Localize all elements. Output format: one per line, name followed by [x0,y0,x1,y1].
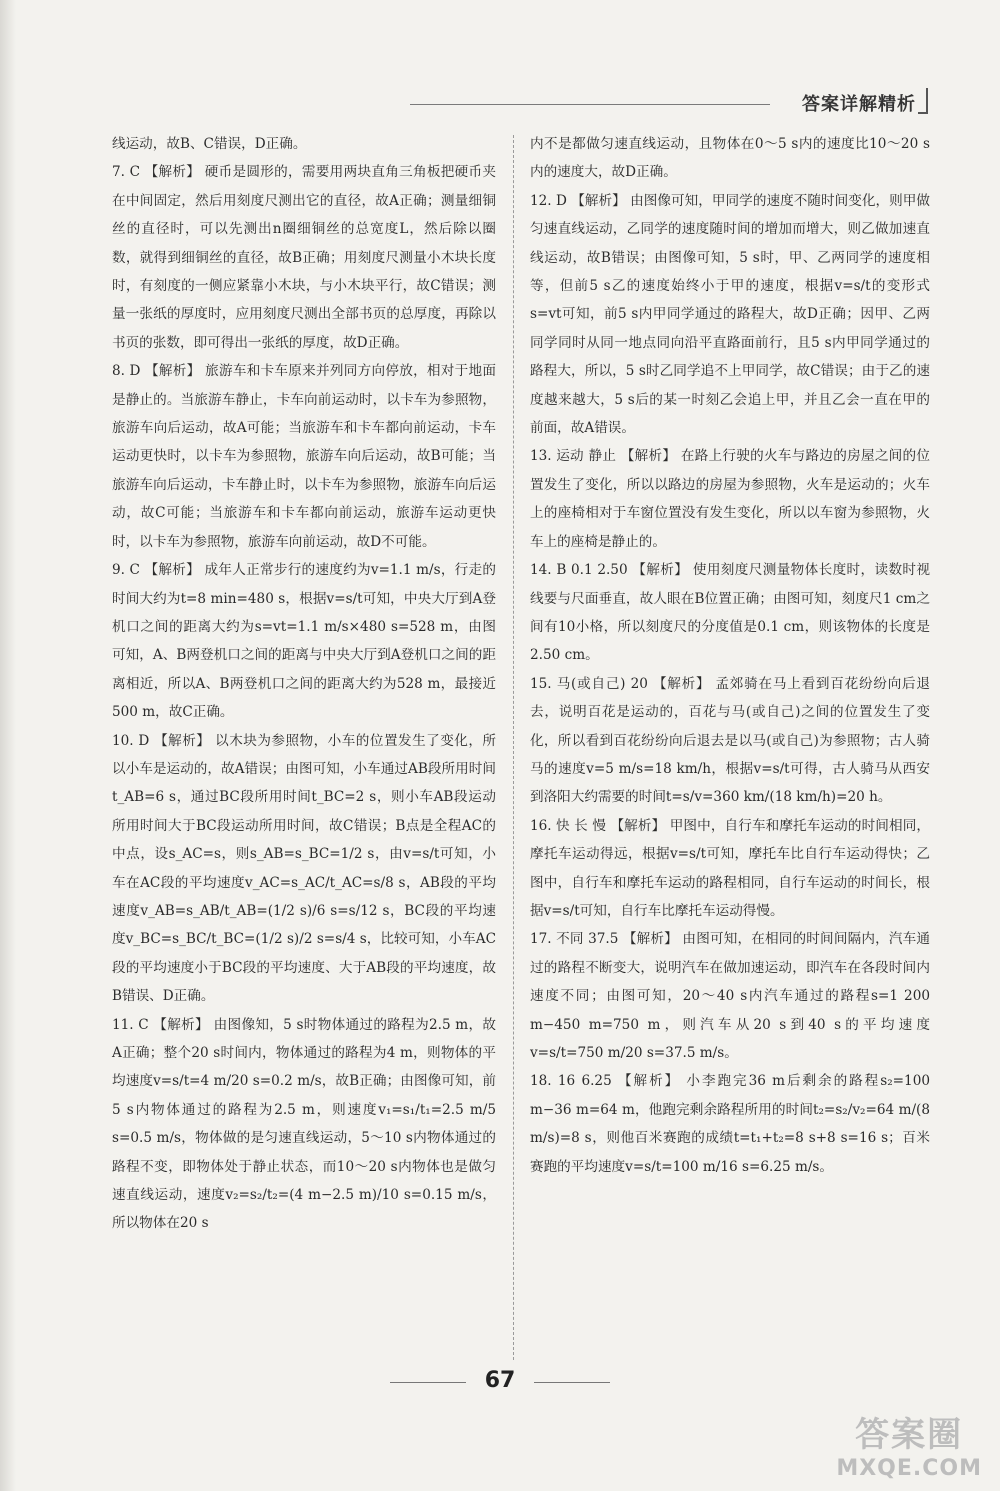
page-edge-shadow [0,0,16,1491]
answer-10: 10. D 【解析】 以木块为参照物，小车的位置发生了变化，所以小车是运动的，故A错误；由图可知，小车通过AB段所用时间t_AB=6 s，通过BC段所用时间t_BC=2 s，则小车AB段运动所用时间大于BC段运动所用时间，故C错误；B点是全程AC的中点，设s_AC=s，则s_AB=s_BC=1/2 s，由v=s/t可知，小车在AC段的平均速度v_AC=s_AC/t_AC=s/8 s，AB段的平均速度v_AB=s_AB/t_AB=(1/2 s)/6 s=s/12 s，BC段的平均速度v_BC=s_BC/t_BC=(1/2 s)/2 s=s/4 s，比较可知，小车AC段的平均速度小于BC段的平均速度、大于AB段的平均速度，故B错误、D正确。 [112,732,496,1005]
header-bracket [918,88,928,114]
footer-rule-right [534,1382,610,1383]
answer-13: 13. 运动 静止 【解析】 在路上行驶的火车与路边的房屋之间的位置发生了变化，所以以路边的房屋为参照物，火车是运动的；火车上的座椅相对于车窗位置没有发生变化，所以以车窗为参照物，火车上的座椅是静止的。 [530,448,930,550]
column-divider [513,135,514,1360]
answer-11: 11. C 【解析】 由图像知，5 s时物体通过的路程为2.5 m，故A正确；整个20 s时间内，物体通过的路程为4 m，则物体的平均速度v=s/t=4 m/20 s=0.2 m/s，故B正确；由图像可知，前5 s内物体通过的路程为2.5 m，则速度v₁=s₁/t₁=2.5 m/5 s=0.5 m/s，物体做的是匀速直线运动，5～10 s内物体通过的路程不变，即物体处于静止状态，而10～20 s内物体也是做匀速直线运动，速度v₂=s₂/t₂=(4 m−2.5 m)/10 s=0.15 m/s，所以物体在20 s [112,1016,496,1232]
answer-continuation: 线运动，故B、C错误，D正确。 [112,136,307,152]
answer-15: 15. 马(或自己) 20 【解析】 孟郊骑在马上看到百花纷纷向后退去，说明百花是运动的，百花与马(或自己)之间的位置发生了变化，所以看到百花纷纷向后退去是以马(或自己)为参照物；古人骑马的速度v=5 m/s=18 km/h，根据v=s/t可得，古人骑马从西安到洛阳大约需要的时间t=s/v=360 km/(18 km/h)=20 h。 [530,675,930,806]
page-number: 67 [484,1368,516,1393]
header-title: 答案详解精析 [802,94,916,115]
answer-12: 12. D 【解析】 由图像可知，甲同学的速度不随时间变化，则甲做匀速直线运动，乙同学的速度随时间的增加而增大，则乙做加速直线运动，故B错误；由图像可知，5 s时，甲、乙两同学的速度相等，但前5 s乙的速度始终小于甲的速度，根据v=s/t的变形式s=vt可知，前5 s内甲同学通过的路程大，故D正确；因甲、乙两同学同时从同一地点同向沿平直路面前行，且5 s内甲同学通过的路程大，所以，5 s时乙同学追不上甲同学，故C错误；由于乙的速度越来越大，5 s后的某一时刻乙会追上甲，并且乙会一直在甲的前面，故A错误。 [530,192,930,437]
answer-8: 8. D 【解析】 旅游车和卡车原来并列同方向停放，相对于地面是静止的。当旅游车静止，卡车向前运动时，以卡车为参照物，旅游车向后运动，故A可能；当旅游车和卡车都向前运动，卡车运动更快时，以卡车为参照物，旅游车向后运动，故B可能；当旅游车向后运动，卡车静止时，以卡车为参照物，旅游车向后运动，故C可能；当旅游车和卡车都向前运动，旅游车运动更快时，以卡车为参照物，旅游车向前运动，故D不可能。 [112,363,496,550]
right-column [530,130,930,1181]
answer-14: 14. B 0.1 2.50 【解析】 使用刻度尺测量物体长度时，读数时视线要与尺面垂直，故人眼在B位置正确；由图可知，刻度尺1 cm之间有10小格，所以刻度尺的分度值是0.1 cm，则该物体的长度是2.50 cm。 [530,562,930,664]
page-header [410,88,930,118]
answer-9: 9. C 【解析】 成年人正常步行的速度约为v=1.1 m/s，行走的时间大约为t=8 min=480 s，根据v=s/t可知，中央大厅到A登机口之间的距离大约为s=vt=1.1 m/s×480 s=528 m，由图可知，A、B两登机口之间的距离与中央大厅到A登机口之间的距离相近，所以A、B两登机口之间的距离大约为528 m，最接近500 m，故C正确。 [112,562,496,721]
answer-16: 16. 快 长 慢 【解析】 甲图中，自行车和摩托车运动的时间相同，摩托车运动得远，根据v=s/t可知，摩托车比自行车运动得快；乙图中，自行车和摩托车运动的路程相同，自行车运动的时间长，根据v=s/t可知，自行车比摩托车运动得慢。 [530,817,930,919]
answer-18: 18. 16 6.25 【解析】 小李跑完36 m后剩余的路程s₂=100 m−36 m=64 m，他跑完剩余路程所用的时间t₂=s₂/v₂=64 m/(8 m/s)=8 s，则他百米赛跑的成绩t=t₁+t₂=8 s+8 s=16 s；百米赛跑的平均速度v=s/t=100 m/16 s=6.25 m/s。 [530,1073,930,1175]
answer-7: 7. C 【解析】 硬币是圆形的，需要用两块直角三角板把硬币夹在中间固定，然后用刻度尺测出它的直径，故A正确；测量细铜丝的直径时，可以先测出n圈细铜丝的总宽度L，然后除以圈数，就得到细铜丝的直径，故B正确；用刻度尺测量小木块长度时，有刻度的一侧应紧靠小木块，与小木块平行，故C错误；测量一张纸的厚度时，应用刻度尺测出全部书页的总厚度，再除以书页的张数，即可得出一张纸的厚度，故D正确。 [112,164,496,351]
answer-17: 17. 不同 37.5 【解析】 由图可知，在相同的时间间隔内，汽车通过的路程不断变大，说明汽车在做加速运动，即汽车在各段时间内速度不同；由图可知，20～40 s内汽车通过的路程s=1 200 m−450 m=750 m，则汽车从20 s到40 s的平均速度v=s/t=750 m/20 s=37.5 m/s。 [530,931,930,1061]
left-column [112,130,496,1238]
header-rule [410,104,770,105]
watermark-url: MXQE.COM [836,1456,982,1481]
answer-11-continuation: 内不是都做匀速直线运动，且物体在0～5 s内的速度比10～20 s内的速度大，故D正确。 [530,136,930,181]
watermark-logo: 答案圈 [855,1415,964,1455]
watermark [836,1407,982,1481]
footer-rule-left [390,1382,466,1383]
page-footer [0,1368,1000,1393]
